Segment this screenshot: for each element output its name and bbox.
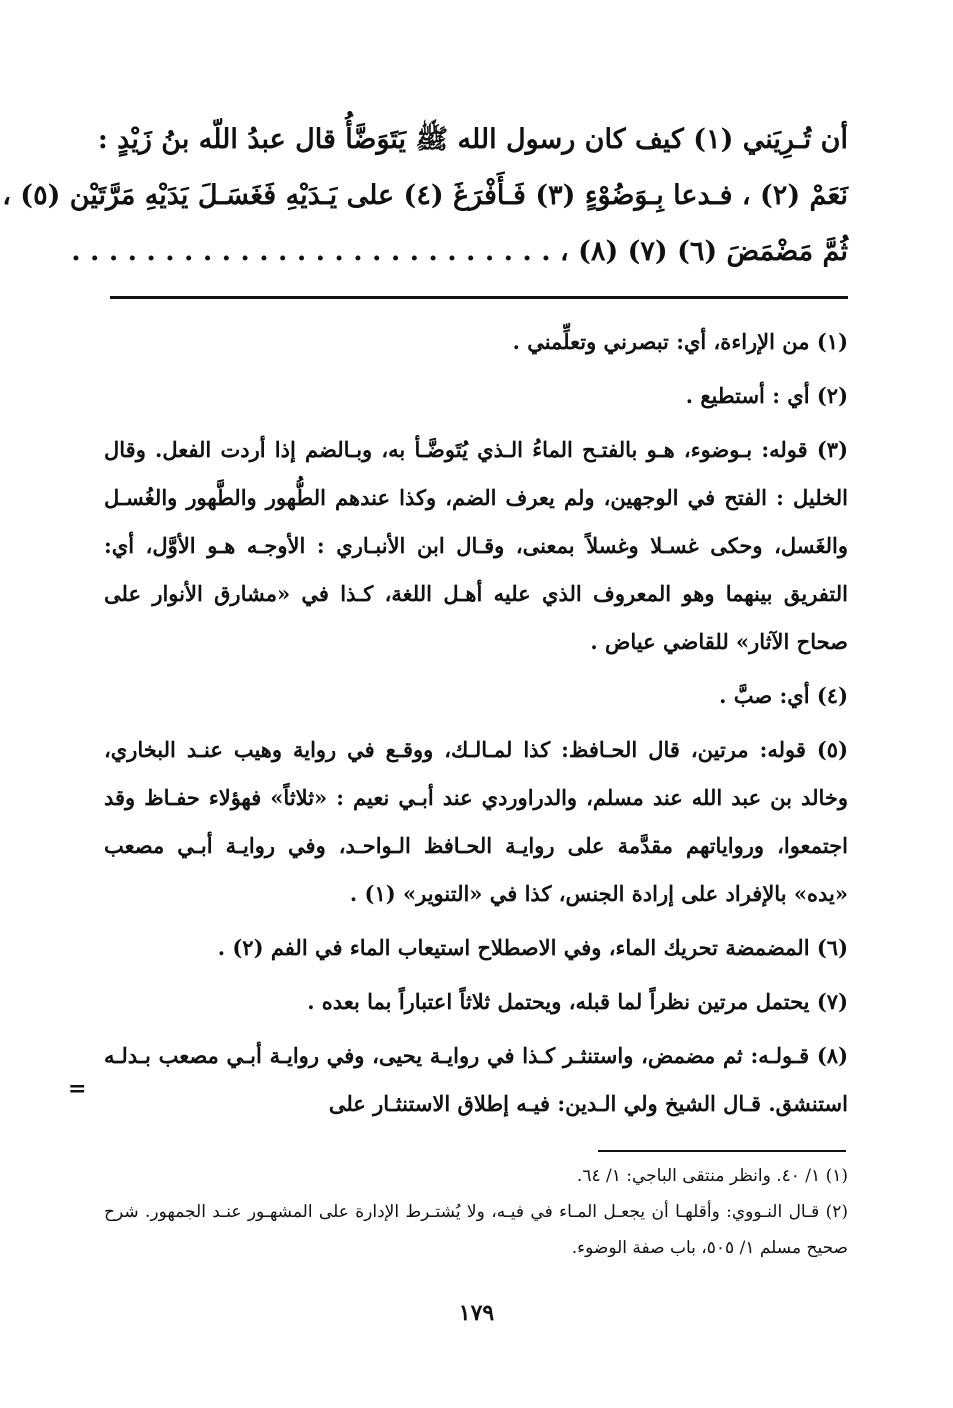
continuation-mark: = [68,1076,87,1102]
footnote-2: (٢) قـال النـووي: وأقلهـا أن يجعـل المـاء في فيـه، ولا يُشتـرط الإدارة على المشهـور عنـد الجمهور. شرح صحيح مسلم ١/ ٥٠٥، باب صفة الوضوء. [104,1202,848,1258]
note-7: (٧) يحتمل مرتين نظراً لما قبله، ويحتمل ثلاثاً اعتباراً بما بعده . [307,989,848,1014]
note-3: (٣) قوله: بـوضوء، هـو بالفتـح الماءُ الـذي يُتَوضَّـأ به، وبـالضم إذا أردت الفعل. وقال الخليل : الفتح في الوجهين، ولم يعرف الضم، وكذا عندهم الطُّهور والطَّهور والغُسـل والغَسل، وحكى غسـلا وغسلاً بمعنى، وقـال ابن الأنبـاري : الأوجـه هـو الأوَّل، أي: التفريق بينهما وهو المعروف الذي عليه أهـل اللغة، كـذا في «مشارق الأنوار على صحاح الآثار» للقاضي عياض . [104,437,848,654]
bottom-footnotes [104,1158,848,1266]
note-6: (٦) المضمضة تحريك الماء، وفي الاصطلاح استيعاب الماء في الفم (٢) . [217,935,848,960]
note-4: (٤) أي: صبَّ . [719,683,848,708]
footnote-separator-rule [598,1150,846,1152]
page-number: ١٧٩ [458,1300,495,1326]
main-text-line-1: أن تُـرِيَني (١) كيف كان رسول الله ﷺ يَتَوَضَّأُ قال عبدُ اللّه بنُ زَيْدٍ : [97,124,848,155]
note-8: (٨) قـولـه: ثم مضمض، واستنثـر كـذا في روايـة يحيى، وفي روايـة أبـي مصعب بـدلـه استنشق. قـال الشيخ ولي الـدين: فيـه إطلاق الاستنثـار على [104,1043,848,1116]
main-separator-rule [110,296,848,299]
note-1: (١) من الإراءة، أي: تبصرني وتعلِّمني . [512,329,848,354]
note-5: (٥) قوله: مرتين، قال الحـافظ: كذا لمـالـك، ووقـع في رواية وهيب عنـد البخاري، وخالد بن عبد الله عند مسلم، والدراوردي عند أبـي نعيم : «ثلاثاً» فهؤلاء حفـاظ وقد اجتمعوا، ورواياتهم مقدَّمة على روايـة الحـافظ الـواحـد، وفي روايـة أبـي مصعب «يده» بالإفراد على إرادة الجنس، كذا في «التنوير» (١) . [104,737,848,906]
main-text-block [2,112,848,280]
note-2: (٢) أي : أستطيع . [685,383,848,408]
main-text-line-2: نَعَمْ (٢) ، فـدعا بِـوَضُوْءٍ (٣) فَـأَفْرَغَ (٤) على يَـدَيْهِ فَغَسَـلَ يَدَيْهِ مَرَّتَيْن (٥) ، [2,180,848,211]
footnote-1: (١) ١/ ٤٠. وانظر منتقى الباجي: ١/ ٦٤. [576,1166,848,1186]
main-text-line-3: ثُمَّ مَضْمَضَ (٦) (٧) (٨) ، . . . . . . . . . . . . . . . . . . . . . . . . . . [71,236,848,267]
commentary-notes [104,318,848,1134]
